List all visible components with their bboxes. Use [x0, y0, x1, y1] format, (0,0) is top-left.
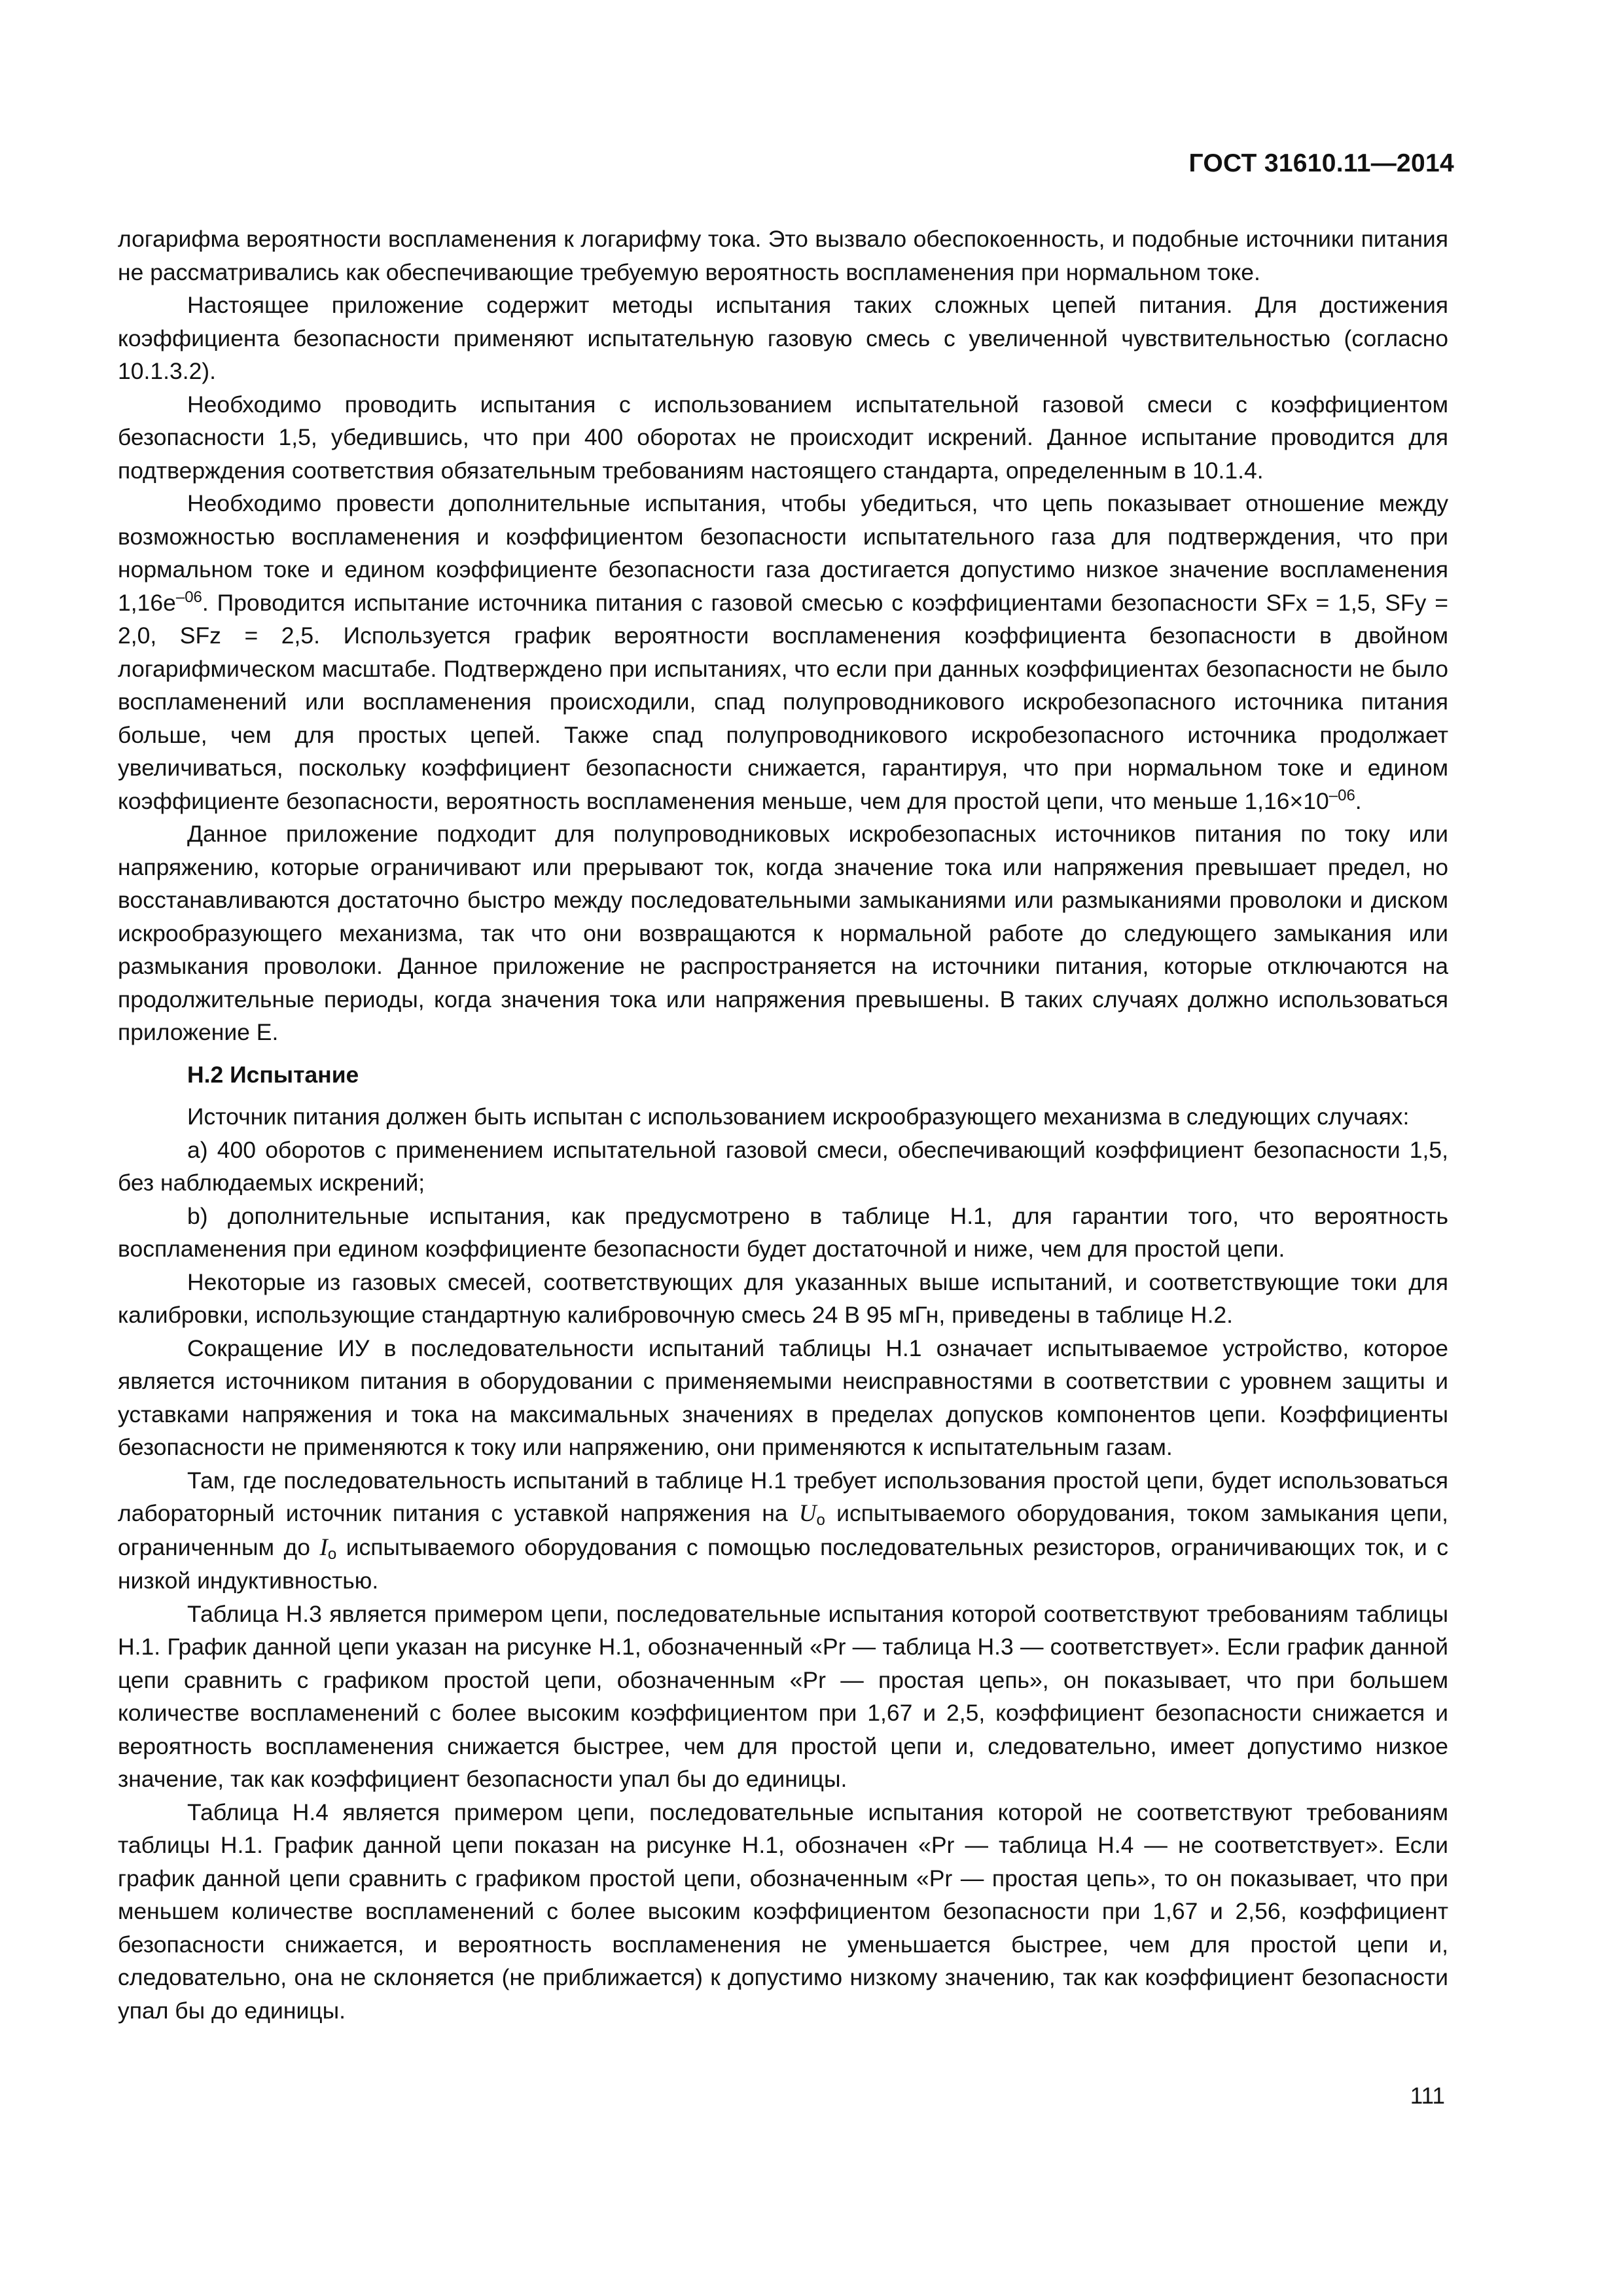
paragraph-additional-tests-part1: Необходимо провести дополнительные испытания, чтобы убедиться, что цепь показывает отношение между возможностью воспламенения и коэффициентом безопасности испытательного газа для подтверждения, что при нормальном токе и едином коэффициенте безопасности газа достигается допустимо низкое значение воспламенения 1,16е — [118, 490, 1448, 616]
exponent-2: –06 — [1329, 786, 1355, 804]
paragraph-simple-circuit-part1: Там, где последовательность испытаний в таблице Н.1 требует использования простой цепи, будет использоваться лабораторный источник питания с уставкой напряжения на — [118, 1467, 1448, 1526]
voltage-subscript: o — [816, 1511, 825, 1529]
paragraph-additional-tests — [118, 487, 1448, 817]
paragraph-continuation: логарифма вероятности воспламенения к логарифму тока. Это вызвало обеспокоенность, и подобные источники питания не рассматривались как обеспечивающие требуемую вероятность воспламенения при нормальном токе. — [118, 226, 1448, 285]
current-subscript: o — [327, 1545, 337, 1563]
document-body — [118, 223, 1448, 2027]
section-heading-h2: Н.2 Испытание — [187, 1061, 359, 1088]
paragraph-test-cases-intro: Источник питания должен быть испытан с использованием искрообразующего механизма в следующих случаях: — [187, 1103, 1410, 1130]
document-header-standard-code: ГОСТ 31610.11—2014 — [1188, 149, 1454, 177]
paragraph-applicability: Данное приложение подходит для полупроводниковых искробезопасных источников питания по току или напряжению, которые ограничивают или прерывают ток, когда значение тока или напряжения превышает предел, но восстанавливаются достаточно быстро между последовательными замыканиями или размыканиями проволоки и диском искрообразующего механизма, так что они возвращаются к нормальной работе до следующего замыкания или размыкания проволоки. Данное приложение не распространяется на источники питания, которые отключаются на продолжительные периоды, когда значения тока или напряжения превышены. В таких случаях должно использоваться приложение Е. — [118, 821, 1448, 1045]
paragraph-additional-tests-part3: . — [1355, 787, 1362, 814]
paragraph-additional-tests-part2: . Проводится испытание источника питания с газовой смесью с коэффициентами безопасности SFx = 1,5, SFy = 2,0, SFz = 2,5. Используется график вероятности воспламенения коэффициента безопасности в двойном логарифмическом масштабе. Подтверждено при испытаниях, что если при данных коэффициентах безопасности не было воспламенений или воспламенения происходили, спад полупроводникового искробезопасного источника питания больше, чем для простых цепей. Также спад полупроводникового искробезопасного источника продолжает увеличиваться, поскольку коэффициент безопасности снижается, гарантируя, что при нормальном токе и едином коэффициенте безопасности, вероятность воспламенения меньше, чем для простой цепи, что меньше 1,16×10 — [118, 589, 1448, 814]
exponent-1: –06 — [175, 588, 202, 606]
paragraph-table-h4: Таблица Н.4 является примером цепи, последовательные испытания которой не соответствуют требованиям таблицы Н.1. График данной цепи показан на рисунке Н.1, обозначен «Pr — таблица Н.4 — не соответствует». Если график данной цепи сравнить с графиком простой цепи, обозначенным «Pr — простая цепь», то он показывает, что при меньшем количестве воспламенений с более высоким коэффициентом безопасности при 1,67 и 2,56, коэффициент безопасности снижается, и вероятность воспламенения не уменьшается быстрее, чем для простой цепи и, следовательно, она не склоняется (не приближается) к допустимо низкому значению, так как коэффициент безопасности упал бы до единицы. — [118, 1799, 1448, 2024]
current-variable: I — [319, 1534, 328, 1561]
list-item-a: а) 400 оборотов с применением испытательной газовой смеси, обеспечивающий коэффициент безопасности 1,5, без наблюдаемых искрений; — [118, 1136, 1448, 1196]
paragraph-simple-circuit-part2: испытываемого оборудования, током замыкания цепи, ограниченным до — [118, 1500, 1448, 1560]
paragraph-safety-factor-test: Необходимо проводить испытания с использованием испытательной газовой смеси с коэффициентом безопасности 1,5, убедившись, что при 400 оборотах не происходит искрений. Данное испытание проводится для подтверждения соответствия обязательным требованиям настоящего стандарта, определенным в 10.1.4. — [118, 391, 1448, 484]
page-number: 111 — [1410, 2083, 1445, 2109]
list-item-b: b) дополнительные испытания, как предусмотрено в таблице Н.1, для гарантии того, что вероятность воспламенения при едином коэффициенте безопасности будет достаточной и ниже, чем для простой цепи. — [118, 1202, 1448, 1262]
paragraph-table-h3: Таблица Н.3 является примером цепи, последовательные испытания которой соответствуют требованиям таблицы Н.1. График данной цепи указан на рисунке Н.1, обозначенный «Pr — таблица Н.3 — соответствует». Если график данной цепи сравнить с графиком простой цепи, обозначенным «Pr — простая цепь», он показывает, что при большем количестве воспламенений с более высоким коэффициентом при 1,67 и 2,5, коэффициент безопасности снижается и вероятность воспламенения снижается быстрее, чем для простой цепи и, следовательно, имеет допустимо низкое значение, так как коэффициент безопасности упал бы до единицы. — [118, 1600, 1448, 1792]
paragraph-gas-mixtures: Некоторые из газовых смесей, соответствующих для указанных выше испытаний, и соответствующие токи для калибровки, использующие стандартную калибровочную смесь 24 В 95 мГн, приведены в таблице Н.2. — [118, 1268, 1448, 1328]
paragraph-simple-circuit-part3: испытываемого оборудования с помощью последовательных резисторов, ограничивающих ток, и с низкой индуктивностью. — [118, 1534, 1448, 1594]
voltage-variable: U — [798, 1500, 817, 1527]
paragraph-abbreviation: Сокращение ИУ в последовательности испытаний таблицы Н.1 означает испытываемое устройство, которое является источником питания в оборудовании с применяемыми неисправностями в соответствии с уровнем защиты и уставками напряжения и тока на максимальных значениях в пределах допусков компонентов цепи. Коэффициенты безопасности не применяются к току или напряжению, они применяются к испытательным газам. — [118, 1335, 1448, 1460]
paragraph-test-methods: Настоящее приложение содержит методы испытания таких сложных цепей питания. Для достижения коэффициента безопасности применяют испытательную газовую смесь с увеличенной чувствительностью (согласно 10.1.3.2). — [118, 292, 1448, 384]
paragraph-simple-circuit — [118, 1464, 1448, 1598]
